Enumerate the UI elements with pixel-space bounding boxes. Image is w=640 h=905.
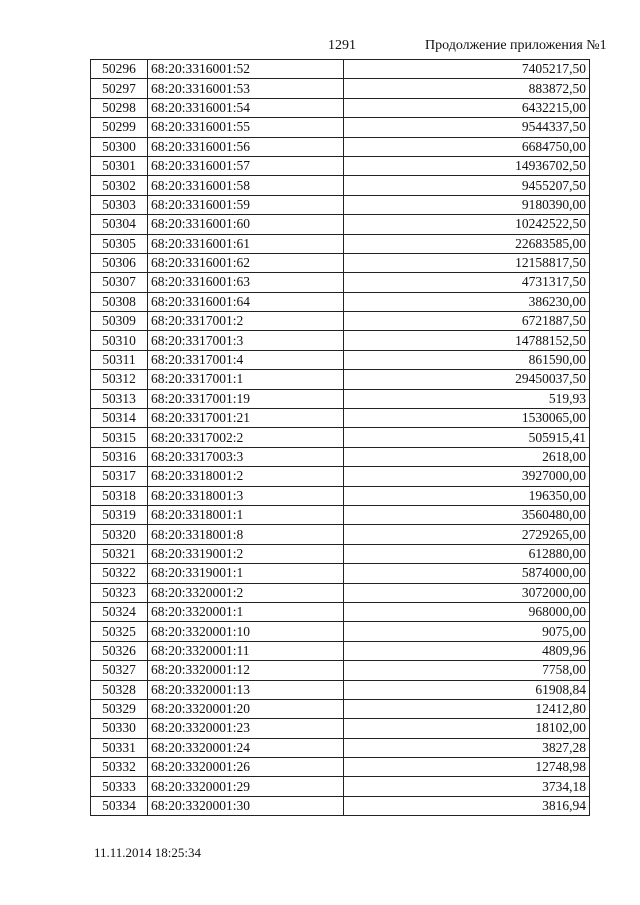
cadastral-number-cell: 68:20:3317001:3	[148, 331, 344, 350]
value-cell: 6432215,00	[344, 98, 590, 117]
value-cell: 61908,84	[344, 680, 590, 699]
cadastral-number-cell: 68:20:3316001:59	[148, 195, 344, 214]
cadastral-number-cell: 68:20:3317001:1	[148, 370, 344, 389]
table-row	[91, 486, 590, 505]
table-row	[91, 389, 590, 408]
value-cell: 5874000,00	[344, 564, 590, 583]
row-number-cell: 50309	[91, 312, 148, 331]
value-cell: 2729265,00	[344, 525, 590, 544]
table-row	[91, 738, 590, 757]
row-number-cell: 50322	[91, 564, 148, 583]
table-row	[91, 467, 590, 486]
row-number-cell: 50304	[91, 215, 148, 234]
table-row	[91, 60, 590, 79]
value-cell: 14936702,50	[344, 156, 590, 175]
table-row	[91, 234, 590, 253]
row-number-cell: 50317	[91, 467, 148, 486]
table-row	[91, 699, 590, 718]
row-number-cell: 50318	[91, 486, 148, 505]
table-row	[91, 758, 590, 777]
row-number-cell: 50296	[91, 60, 148, 79]
row-number-cell: 50308	[91, 292, 148, 311]
row-number-cell: 50306	[91, 253, 148, 272]
row-number-cell: 50315	[91, 428, 148, 447]
cadastral-number-cell: 68:20:3320001:26	[148, 758, 344, 777]
cadastral-number-cell: 68:20:3317001:19	[148, 389, 344, 408]
cadastral-number-cell: 68:20:3320001:30	[148, 796, 344, 815]
cadastral-number-cell: 68:20:3316001:55	[148, 118, 344, 137]
page-number: 1291	[328, 38, 356, 53]
row-number-cell: 50298	[91, 98, 148, 117]
footer-timestamp: 11.11.2014 18:25:34	[94, 845, 202, 860]
row-number-cell: 50321	[91, 544, 148, 563]
cadastral-number-cell: 68:20:3320001:11	[148, 641, 344, 660]
value-cell: 6721887,50	[344, 312, 590, 331]
table-row	[91, 505, 590, 524]
row-number-cell: 50329	[91, 699, 148, 718]
value-cell: 3927000,00	[344, 467, 590, 486]
value-cell: 9455207,50	[344, 176, 590, 195]
cadastral-number-cell: 68:20:3316001:53	[148, 79, 344, 98]
table-row	[91, 525, 590, 544]
cadastral-number-cell: 68:20:3316001:64	[148, 292, 344, 311]
value-cell: 9544337,50	[344, 118, 590, 137]
value-cell: 968000,00	[344, 602, 590, 621]
cadastral-number-cell: 68:20:3320001:12	[148, 661, 344, 680]
row-number-cell: 50313	[91, 389, 148, 408]
value-cell: 386230,00	[344, 292, 590, 311]
cadastral-number-cell: 68:20:3318001:2	[148, 467, 344, 486]
table-row	[91, 719, 590, 738]
table-row	[91, 292, 590, 311]
row-number-cell: 50320	[91, 525, 148, 544]
cadastral-number-cell: 68:20:3317001:4	[148, 350, 344, 369]
table-row	[91, 137, 590, 156]
cadastral-number-cell: 68:20:3317002:2	[148, 428, 344, 447]
table-row	[91, 447, 590, 466]
value-cell: 9180390,00	[344, 195, 590, 214]
row-number-cell: 50302	[91, 176, 148, 195]
table-row	[91, 409, 590, 428]
cadastral-number-cell: 68:20:3318001:8	[148, 525, 344, 544]
table-row	[91, 215, 590, 234]
row-number-cell: 50325	[91, 622, 148, 641]
cadastral-number-cell: 68:20:3317003:3	[148, 447, 344, 466]
row-number-cell: 50300	[91, 137, 148, 156]
table-row	[91, 661, 590, 680]
row-number-cell: 50316	[91, 447, 148, 466]
cadastral-number-cell: 68:20:3320001:2	[148, 583, 344, 602]
table-row	[91, 777, 590, 796]
value-cell: 9075,00	[344, 622, 590, 641]
table-row	[91, 564, 590, 583]
value-cell: 505915,41	[344, 428, 590, 447]
table-row	[91, 583, 590, 602]
row-number-cell: 50301	[91, 156, 148, 175]
value-cell: 3734,18	[344, 777, 590, 796]
table-row	[91, 602, 590, 621]
value-cell: 861590,00	[344, 350, 590, 369]
cadastral-number-cell: 68:20:3319001:1	[148, 564, 344, 583]
cadastral-number-cell: 68:20:3316001:60	[148, 215, 344, 234]
cadastral-number-cell: 68:20:3320001:10	[148, 622, 344, 641]
value-cell: 3827,28	[344, 738, 590, 757]
cadastral-number-cell: 68:20:3317001:2	[148, 312, 344, 331]
value-cell: 519,93	[344, 389, 590, 408]
value-cell: 12158817,50	[344, 253, 590, 272]
cadastral-number-cell: 68:20:3316001:54	[148, 98, 344, 117]
row-number-cell: 50319	[91, 505, 148, 524]
row-number-cell: 50307	[91, 273, 148, 292]
value-cell: 22683585,00	[344, 234, 590, 253]
row-number-cell: 50324	[91, 602, 148, 621]
value-cell: 10242522,50	[344, 215, 590, 234]
row-number-cell: 50327	[91, 661, 148, 680]
row-number-cell: 50311	[91, 350, 148, 369]
value-cell: 1530065,00	[344, 409, 590, 428]
cadastral-number-cell: 68:20:3319001:2	[148, 544, 344, 563]
table-row	[91, 680, 590, 699]
cadastral-number-cell: 68:20:3318001:3	[148, 486, 344, 505]
table-row	[91, 428, 590, 447]
cadastral-number-cell: 68:20:3320001:23	[148, 719, 344, 738]
row-number-cell: 50297	[91, 79, 148, 98]
table-row	[91, 79, 590, 98]
value-cell: 7405217,50	[344, 60, 590, 79]
table-row	[91, 273, 590, 292]
row-number-cell: 50323	[91, 583, 148, 602]
value-cell: 12748,98	[344, 758, 590, 777]
appendix-title: Продолжение приложения №1	[425, 38, 607, 53]
row-number-cell: 50305	[91, 234, 148, 253]
row-number-cell: 50312	[91, 370, 148, 389]
row-number-cell: 50299	[91, 118, 148, 137]
cadastral-number-cell: 68:20:3316001:56	[148, 137, 344, 156]
value-cell: 4731317,50	[344, 273, 590, 292]
table-row	[91, 331, 590, 350]
row-number-cell: 50310	[91, 331, 148, 350]
value-cell: 4809,96	[344, 641, 590, 660]
row-number-cell: 50332	[91, 758, 148, 777]
table-row	[91, 98, 590, 117]
table-row	[91, 641, 590, 660]
value-cell: 29450037,50	[344, 370, 590, 389]
value-cell: 883872,50	[344, 79, 590, 98]
value-cell: 196350,00	[344, 486, 590, 505]
value-cell: 3072000,00	[344, 583, 590, 602]
row-number-cell: 50326	[91, 641, 148, 660]
cadastral-number-cell: 68:20:3316001:63	[148, 273, 344, 292]
value-cell: 14788152,50	[344, 331, 590, 350]
value-cell: 612880,00	[344, 544, 590, 563]
row-number-cell: 50331	[91, 738, 148, 757]
row-number-cell: 50330	[91, 719, 148, 738]
cadastral-number-cell: 68:20:3320001:24	[148, 738, 344, 757]
value-cell: 3560480,00	[344, 505, 590, 524]
cadastral-number-cell: 68:20:3320001:13	[148, 680, 344, 699]
table-row	[91, 176, 590, 195]
table-row	[91, 195, 590, 214]
cadastral-number-cell: 68:20:3316001:52	[148, 60, 344, 79]
value-cell: 7758,00	[344, 661, 590, 680]
cadastral-number-cell: 68:20:3316001:61	[148, 234, 344, 253]
cadastral-number-cell: 68:20:3320001:1	[148, 602, 344, 621]
value-cell: 2618,00	[344, 447, 590, 466]
row-number-cell: 50314	[91, 409, 148, 428]
cadastral-number-cell: 68:20:3317001:21	[148, 409, 344, 428]
value-cell: 3816,94	[344, 796, 590, 815]
table-row	[91, 370, 590, 389]
cadastral-number-cell: 68:20:3318001:1	[148, 505, 344, 524]
row-number-cell: 50334	[91, 796, 148, 815]
table-body	[91, 60, 590, 816]
cadastral-number-cell: 68:20:3320001:20	[148, 699, 344, 718]
row-number-cell: 50303	[91, 195, 148, 214]
value-cell: 12412,80	[344, 699, 590, 718]
row-number-cell: 50333	[91, 777, 148, 796]
row-number-cell: 50328	[91, 680, 148, 699]
table-row	[91, 312, 590, 331]
table-row	[91, 622, 590, 641]
cadastral-number-cell: 68:20:3316001:58	[148, 176, 344, 195]
value-cell: 18102,00	[344, 719, 590, 738]
table-row	[91, 796, 590, 815]
cadastral-number-cell: 68:20:3320001:29	[148, 777, 344, 796]
table-row	[91, 544, 590, 563]
table-row	[91, 350, 590, 369]
registry-table	[90, 59, 590, 816]
table-row	[91, 118, 590, 137]
cadastral-number-cell: 68:20:3316001:57	[148, 156, 344, 175]
cadastral-number-cell: 68:20:3316001:62	[148, 253, 344, 272]
table-row	[91, 156, 590, 175]
table-row	[91, 253, 590, 272]
value-cell: 6684750,00	[344, 137, 590, 156]
